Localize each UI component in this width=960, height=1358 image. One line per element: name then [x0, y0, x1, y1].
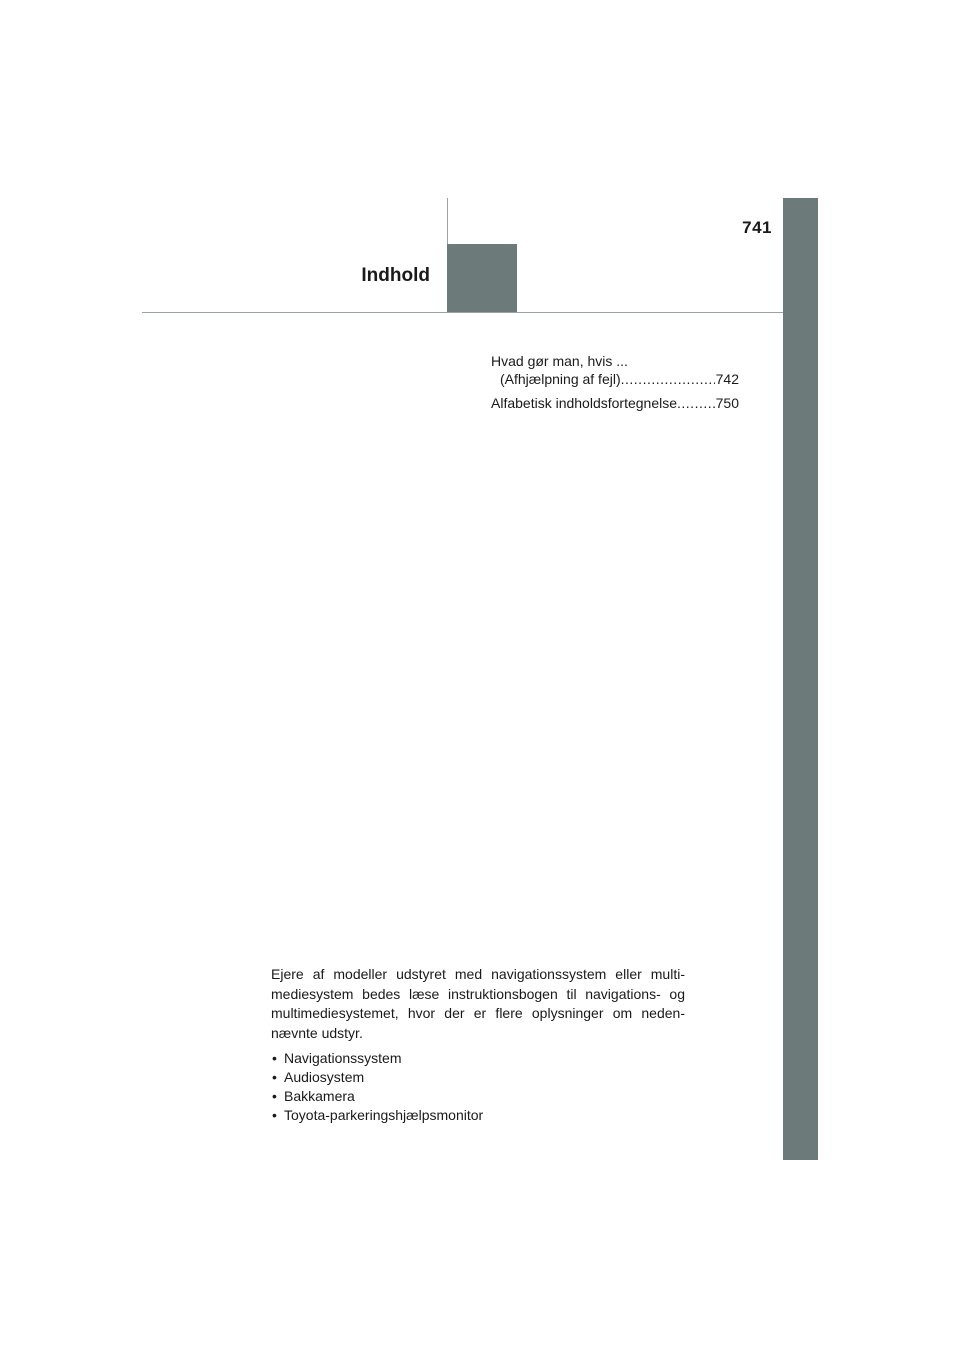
toc-entry-line [491, 370, 739, 388]
chapter-side-tab [783, 198, 818, 1160]
page-number: 741 [742, 218, 772, 237]
list-item-text: Toyota-parkeringshjælpsmonitor [284, 1107, 484, 1123]
list-item-text: Navigationssystem [284, 1050, 402, 1066]
list-item [271, 1106, 685, 1125]
toc-entry-subtitle: (Afhjælpning af fejl) [500, 371, 621, 387]
header-horizontal-rule [142, 312, 783, 313]
equipment-list [271, 1049, 685, 1125]
notice-line: multimediesystemet, hvor der er flere oplysninger om neden- [271, 1005, 685, 1021]
list-item [271, 1049, 685, 1068]
bullet-icon: • [272, 1107, 277, 1123]
list-item [271, 1068, 685, 1087]
list-item-text: Audiosystem [284, 1069, 365, 1085]
bullet-icon: • [272, 1088, 277, 1104]
notice-line: mediesystem bedes læse instruktionsbogen til navigations- og [271, 985, 685, 1002]
section-title: Indhold [361, 265, 430, 286]
list-item [271, 1087, 685, 1106]
toc-entry-line [491, 352, 739, 370]
bullet-icon: • [272, 1069, 277, 1085]
toc-entry-troubleshooting[interactable] [491, 352, 739, 388]
table-of-contents [491, 352, 739, 418]
toc-entry-page: 750 [715, 395, 739, 411]
toc-entry-title: Alfabetisk indholdsfortegnelse [491, 395, 678, 411]
dot-leader [677, 394, 715, 412]
header-vertical-rule [447, 198, 448, 244]
notice-paragraph [271, 965, 685, 1043]
list-item-text: Bakkamera [284, 1088, 355, 1104]
bullet-icon: • [272, 1050, 277, 1066]
toc-entry-page: 742 [715, 371, 739, 387]
notice-line: nævnte udstyr. [271, 1024, 363, 1041]
notice-line: Ejere af modeller udstyret med navigationssystem eller multi- [271, 966, 685, 982]
toc-entry-line [491, 394, 739, 412]
toc-entry-index[interactable] [491, 394, 739, 412]
dot-leader [621, 370, 715, 388]
multimedia-notice [271, 965, 685, 1125]
toc-entry-title: Hvad gør man, hvis ... [491, 353, 628, 369]
header-color-block [447, 244, 517, 313]
